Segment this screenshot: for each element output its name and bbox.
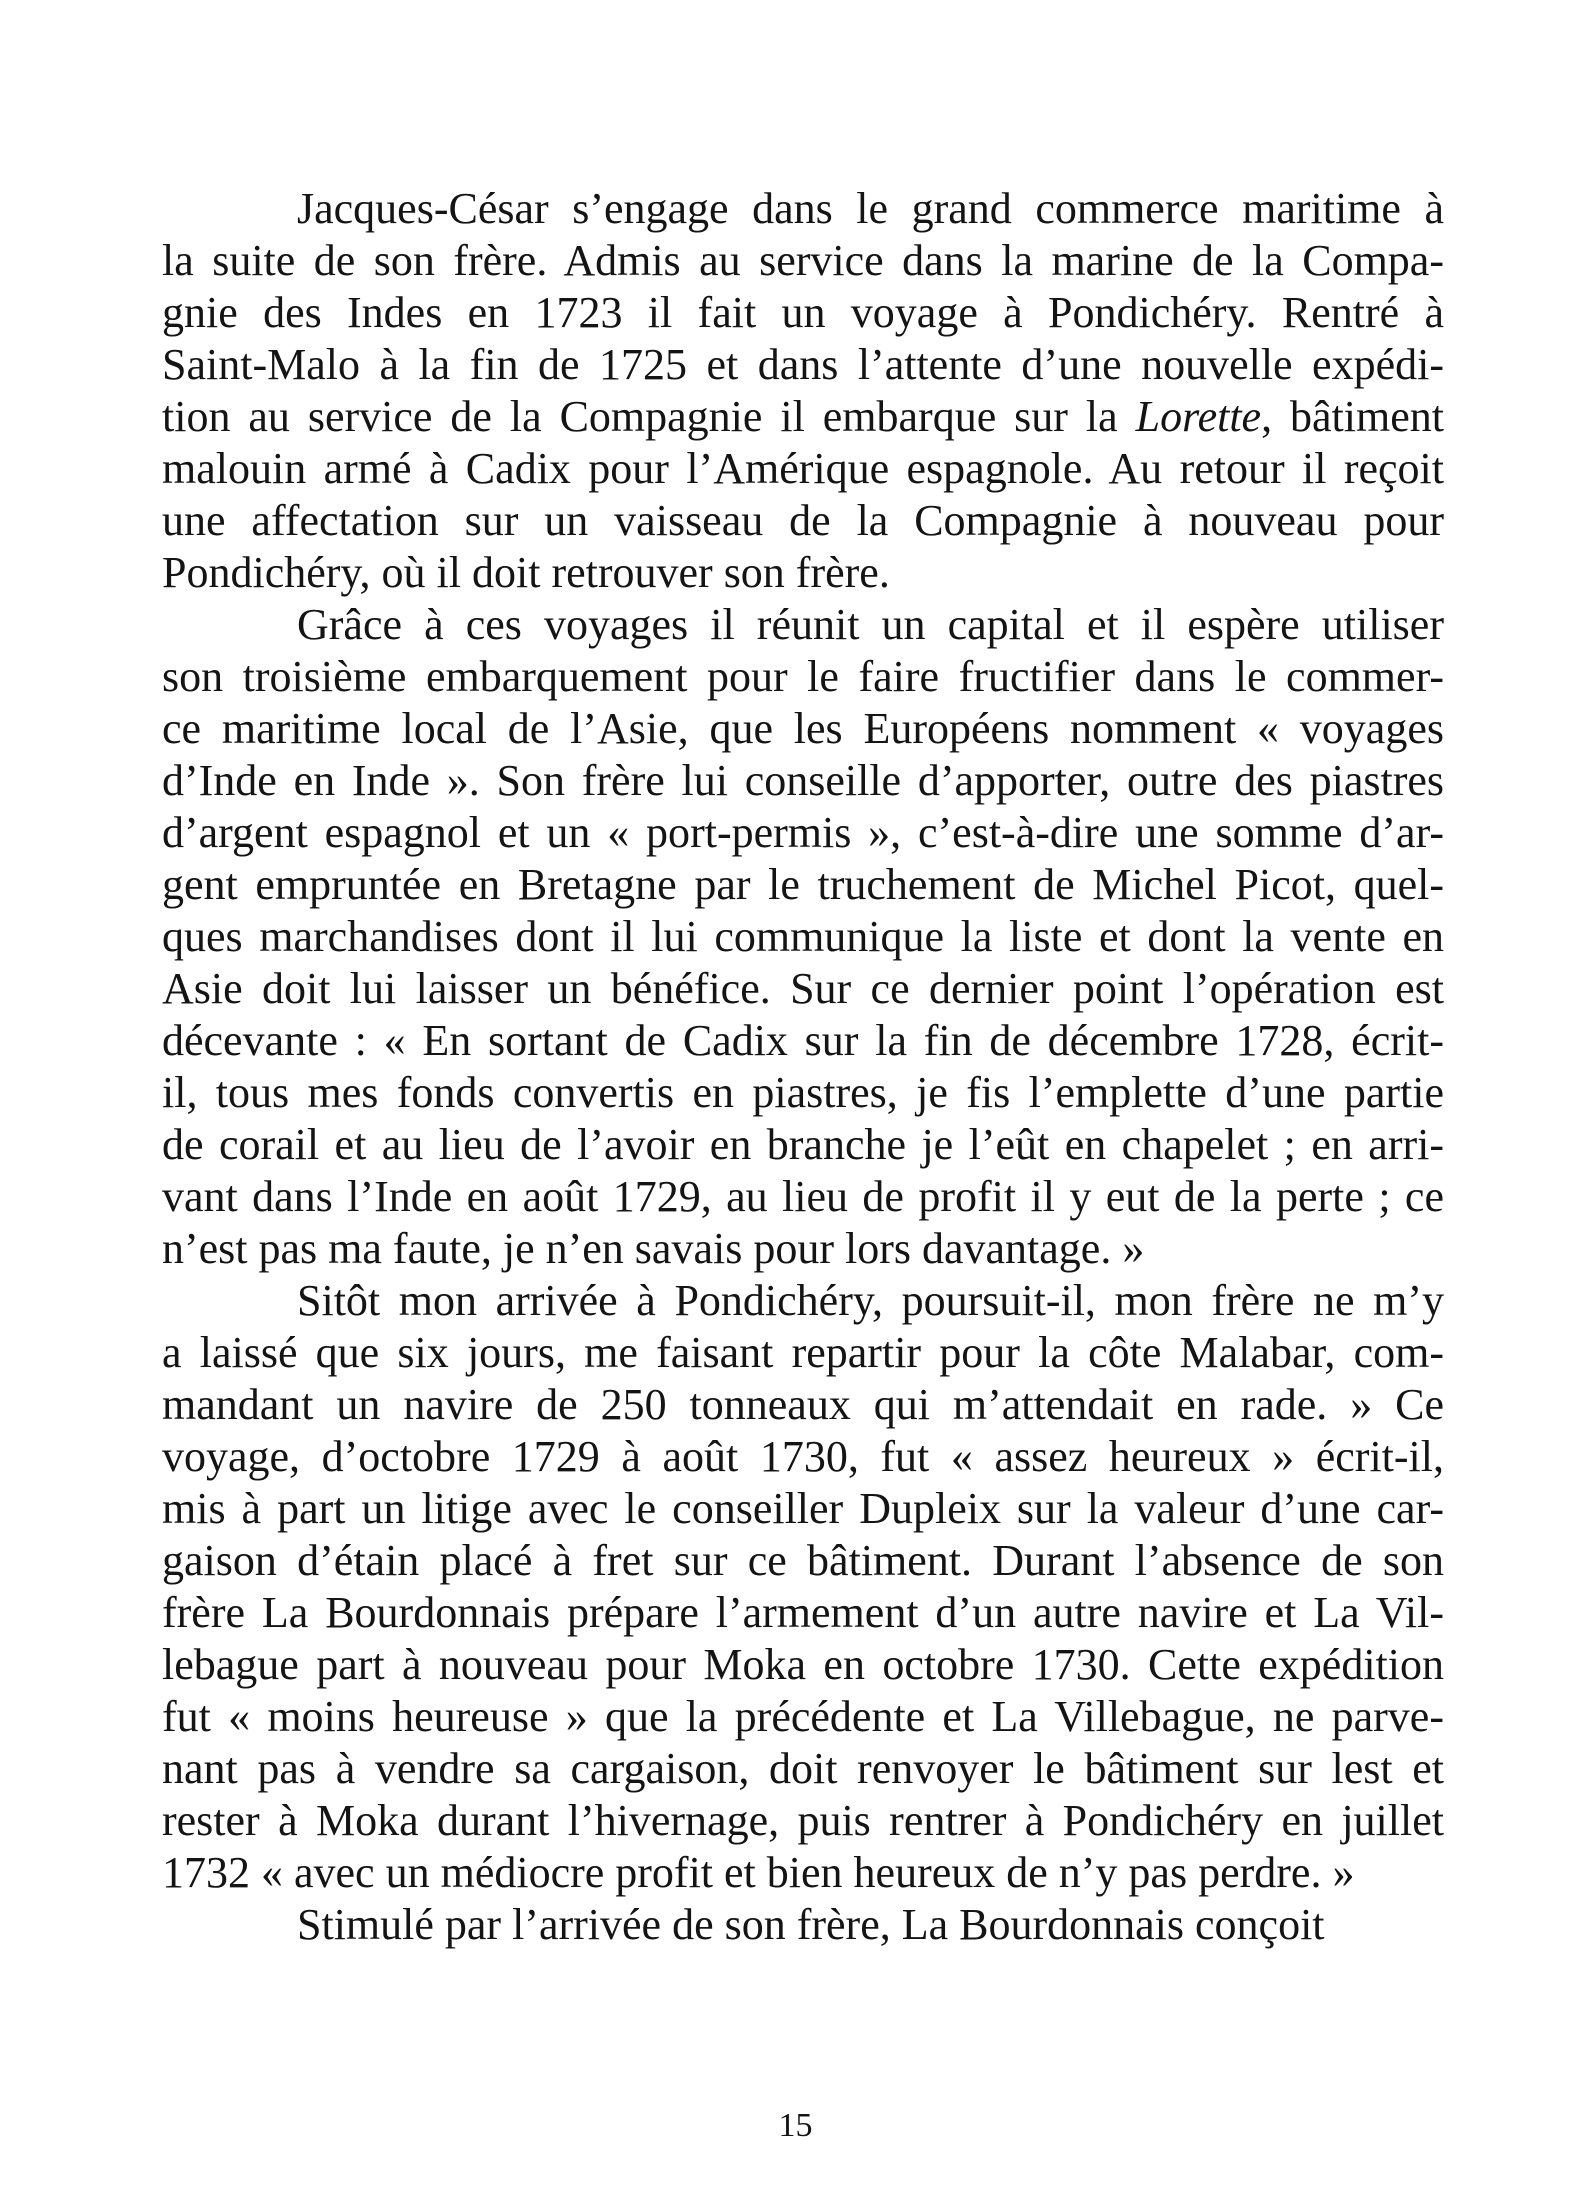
text-line: malouin armé à Cadix pour l’Amérique espagnole. Au retour il reçoit (162, 444, 1444, 493)
text-line: 1732 « avec un médiocre profit et bien heureux de n’y pas perdre. » (162, 1848, 1355, 1897)
text-line: son troisième embarquement pour le faire fructifier dans le commer- (162, 652, 1444, 701)
text-line: Asie doit lui laisser un bénéfice. Sur ce dernier point l’opération est (162, 964, 1444, 1013)
text-line: ce maritime local de l’Asie, que les Européens nomment « voyages (162, 704, 1444, 753)
text-line: gent empruntée en Bretagne par le truchement de Michel Picot, quel- (162, 860, 1444, 909)
text-line: n’est pas ma faute, je n’en savais pour lors davantage. » (162, 1224, 1145, 1273)
text-line: Jacques-César s’engage dans le grand commerce maritime à (297, 184, 1444, 233)
text-line: rester à Moka durant l’hivernage, puis rentrer à Pondichéry en juillet (162, 1796, 1444, 1845)
text-line: mandant un navire de 250 tonneaux qui m’attendait en rade. » Ce (162, 1380, 1444, 1429)
text-line: Saint-Malo à la fin de 1725 et dans l’attente d’une nouvelle expédi- (162, 340, 1444, 389)
text-line: la suite de son frère. Admis au service dans la marine de la Compa- (162, 236, 1444, 285)
text-line: Stimulé par l’arrivée de son frère, La Bourdonnais conçoit (297, 1900, 1325, 1949)
text-line: fut « moins heureuse » que la précédente et La Villebague, ne parve- (162, 1692, 1444, 1741)
text-line: voyage, d’octobre 1729 à août 1730, fut « assez heureux » écrit-il, (162, 1432, 1444, 1481)
text-line: gaison d’étain placé à fret sur ce bâtiment. Durant l’absence de son (162, 1536, 1444, 1585)
text-line: mis à part un litige avec le conseiller Dupleix sur la valeur d’une car- (162, 1484, 1444, 1533)
ship-name: Lorette (1135, 392, 1262, 441)
text-line: il, tous mes fonds convertis en piastres, je fis l’emplette d’une partie (162, 1068, 1444, 1117)
text-line (162, 391, 1444, 443)
text-line: Sitôt mon arrivée à Pondichéry, poursuit-il, mon frère ne m’y (297, 1276, 1444, 1325)
page-number: 15 (778, 2107, 813, 2144)
text-line: d’Inde en Inde ». Son frère lui conseille d’apporter, outre des piastres (162, 756, 1444, 805)
text-line: gnie des Indes en 1723 il fait un voyage à Pondichéry. Rentré à (162, 288, 1444, 337)
text-line: une affectation sur un vaisseau de la Compagnie à nouveau pour (162, 496, 1444, 545)
text-line: ques marchandises dont il lui communique la liste et dont la vente en (162, 912, 1444, 961)
text-line: lebague part à nouveau pour Moka en octobre 1730. Cette expédition (162, 1640, 1444, 1689)
text-line: de corail et au lieu de l’avoir en branche je l’eût en chapelet ; en arri- (162, 1120, 1444, 1169)
text-line: Grâce à ces voyages il réunit un capital et il espère utiliser (297, 600, 1444, 649)
text-line: décevante : « En sortant de Cadix sur la fin de décembre 1728, écrit- (162, 1016, 1444, 1065)
text-segment: tion au service de la Compagnie il embarque sur la (162, 392, 1136, 441)
text-line: Pondichéry, où il doit retrouver son frère. (162, 548, 890, 597)
text-line: a laissé que six jours, me faisant repartir pour la côte Malabar, com- (162, 1328, 1444, 1377)
text-line: vant dans l’Inde en août 1729, au lieu de profit il y eut de la perte ; ce (162, 1172, 1444, 1221)
text-segment: , bâtiment (1261, 392, 1444, 441)
text-line: nant pas à vendre sa cargaison, doit renvoyer le bâtiment sur lest et (162, 1744, 1444, 1793)
text-line: d’argent espagnol et un « port-permis », c’est-à-dire une somme d’ar- (162, 808, 1444, 857)
text-line: frère La Bourdonnais prépare l’armement d’un autre navire et La Vil- (162, 1588, 1444, 1637)
